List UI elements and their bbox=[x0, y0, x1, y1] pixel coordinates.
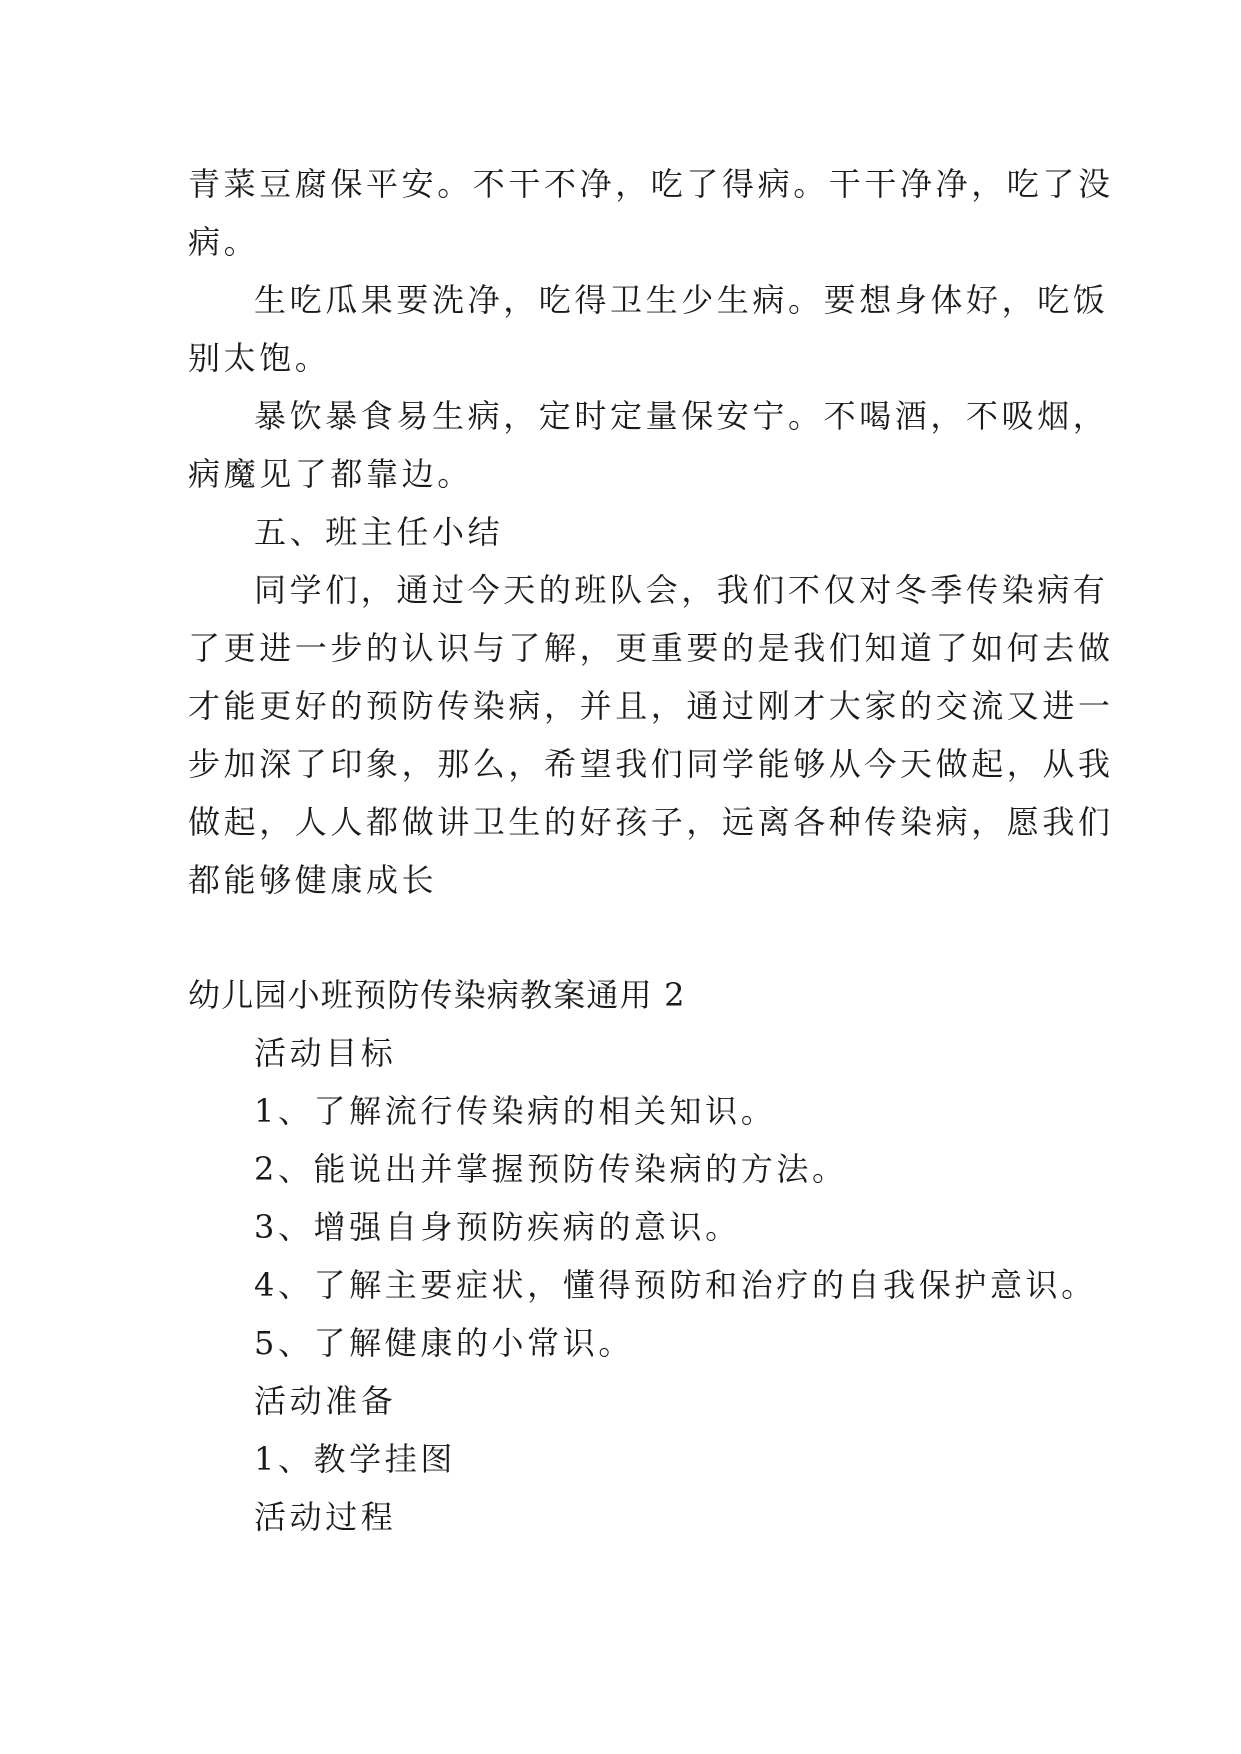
text-line: 病。 bbox=[188, 223, 260, 261]
text-line: 才能更好的预防传染病，并且，通过刚才大家的交流又进一 bbox=[188, 687, 1114, 725]
text-line: 别太饱。 bbox=[188, 339, 331, 377]
list-item: 1、教学挂图 bbox=[254, 1440, 456, 1478]
list-item: 1、了解流行传染病的相关知识。 bbox=[254, 1092, 777, 1130]
subheading: 活动准备 bbox=[254, 1382, 397, 1420]
text-line: 了更进一步的认识与了解，更重要的是我们知道了如何去做 bbox=[188, 629, 1114, 667]
text-line: 做起，人人都做讲卫生的好孩子，远离各种传染病，愿我们 bbox=[188, 803, 1114, 841]
text-line: 暴饮暴食易生病，定时定量保安宁。不喝酒，不吸烟， bbox=[254, 397, 1109, 435]
section-title: 幼儿园小班预防传染病教案通用 2 bbox=[188, 976, 686, 1014]
list-item: 5、了解健康的小常识。 bbox=[254, 1324, 634, 1362]
list-item: 3、增强自身预防疾病的意识。 bbox=[254, 1208, 741, 1246]
list-item: 4、了解主要症状，懂得预防和治疗的自我保护意识。 bbox=[254, 1266, 1097, 1304]
subheading: 活动目标 bbox=[254, 1034, 397, 1072]
text-line: 步加深了印象，那么，希望我们同学能够从今天做起，从我 bbox=[188, 745, 1114, 783]
text-line: 同学们，通过今天的班队会，我们不仅对冬季传染病有 bbox=[254, 571, 1109, 609]
subheading: 活动过程 bbox=[254, 1498, 397, 1536]
text-line: 病魔见了都靠边。 bbox=[188, 455, 473, 493]
list-item: 2、能说出并掌握预防传染病的方法。 bbox=[254, 1150, 848, 1188]
text-line: 都能够健康成长 bbox=[188, 861, 438, 899]
section-heading: 五、班主任小结 bbox=[254, 513, 504, 551]
text-line: 青菜豆腐保平安。不干不净，吃了得病。干干净净，吃了没 bbox=[188, 165, 1114, 203]
text-line: 生吃瓜果要洗净，吃得卫生少生病。要想身体好，吃饭 bbox=[254, 281, 1109, 319]
